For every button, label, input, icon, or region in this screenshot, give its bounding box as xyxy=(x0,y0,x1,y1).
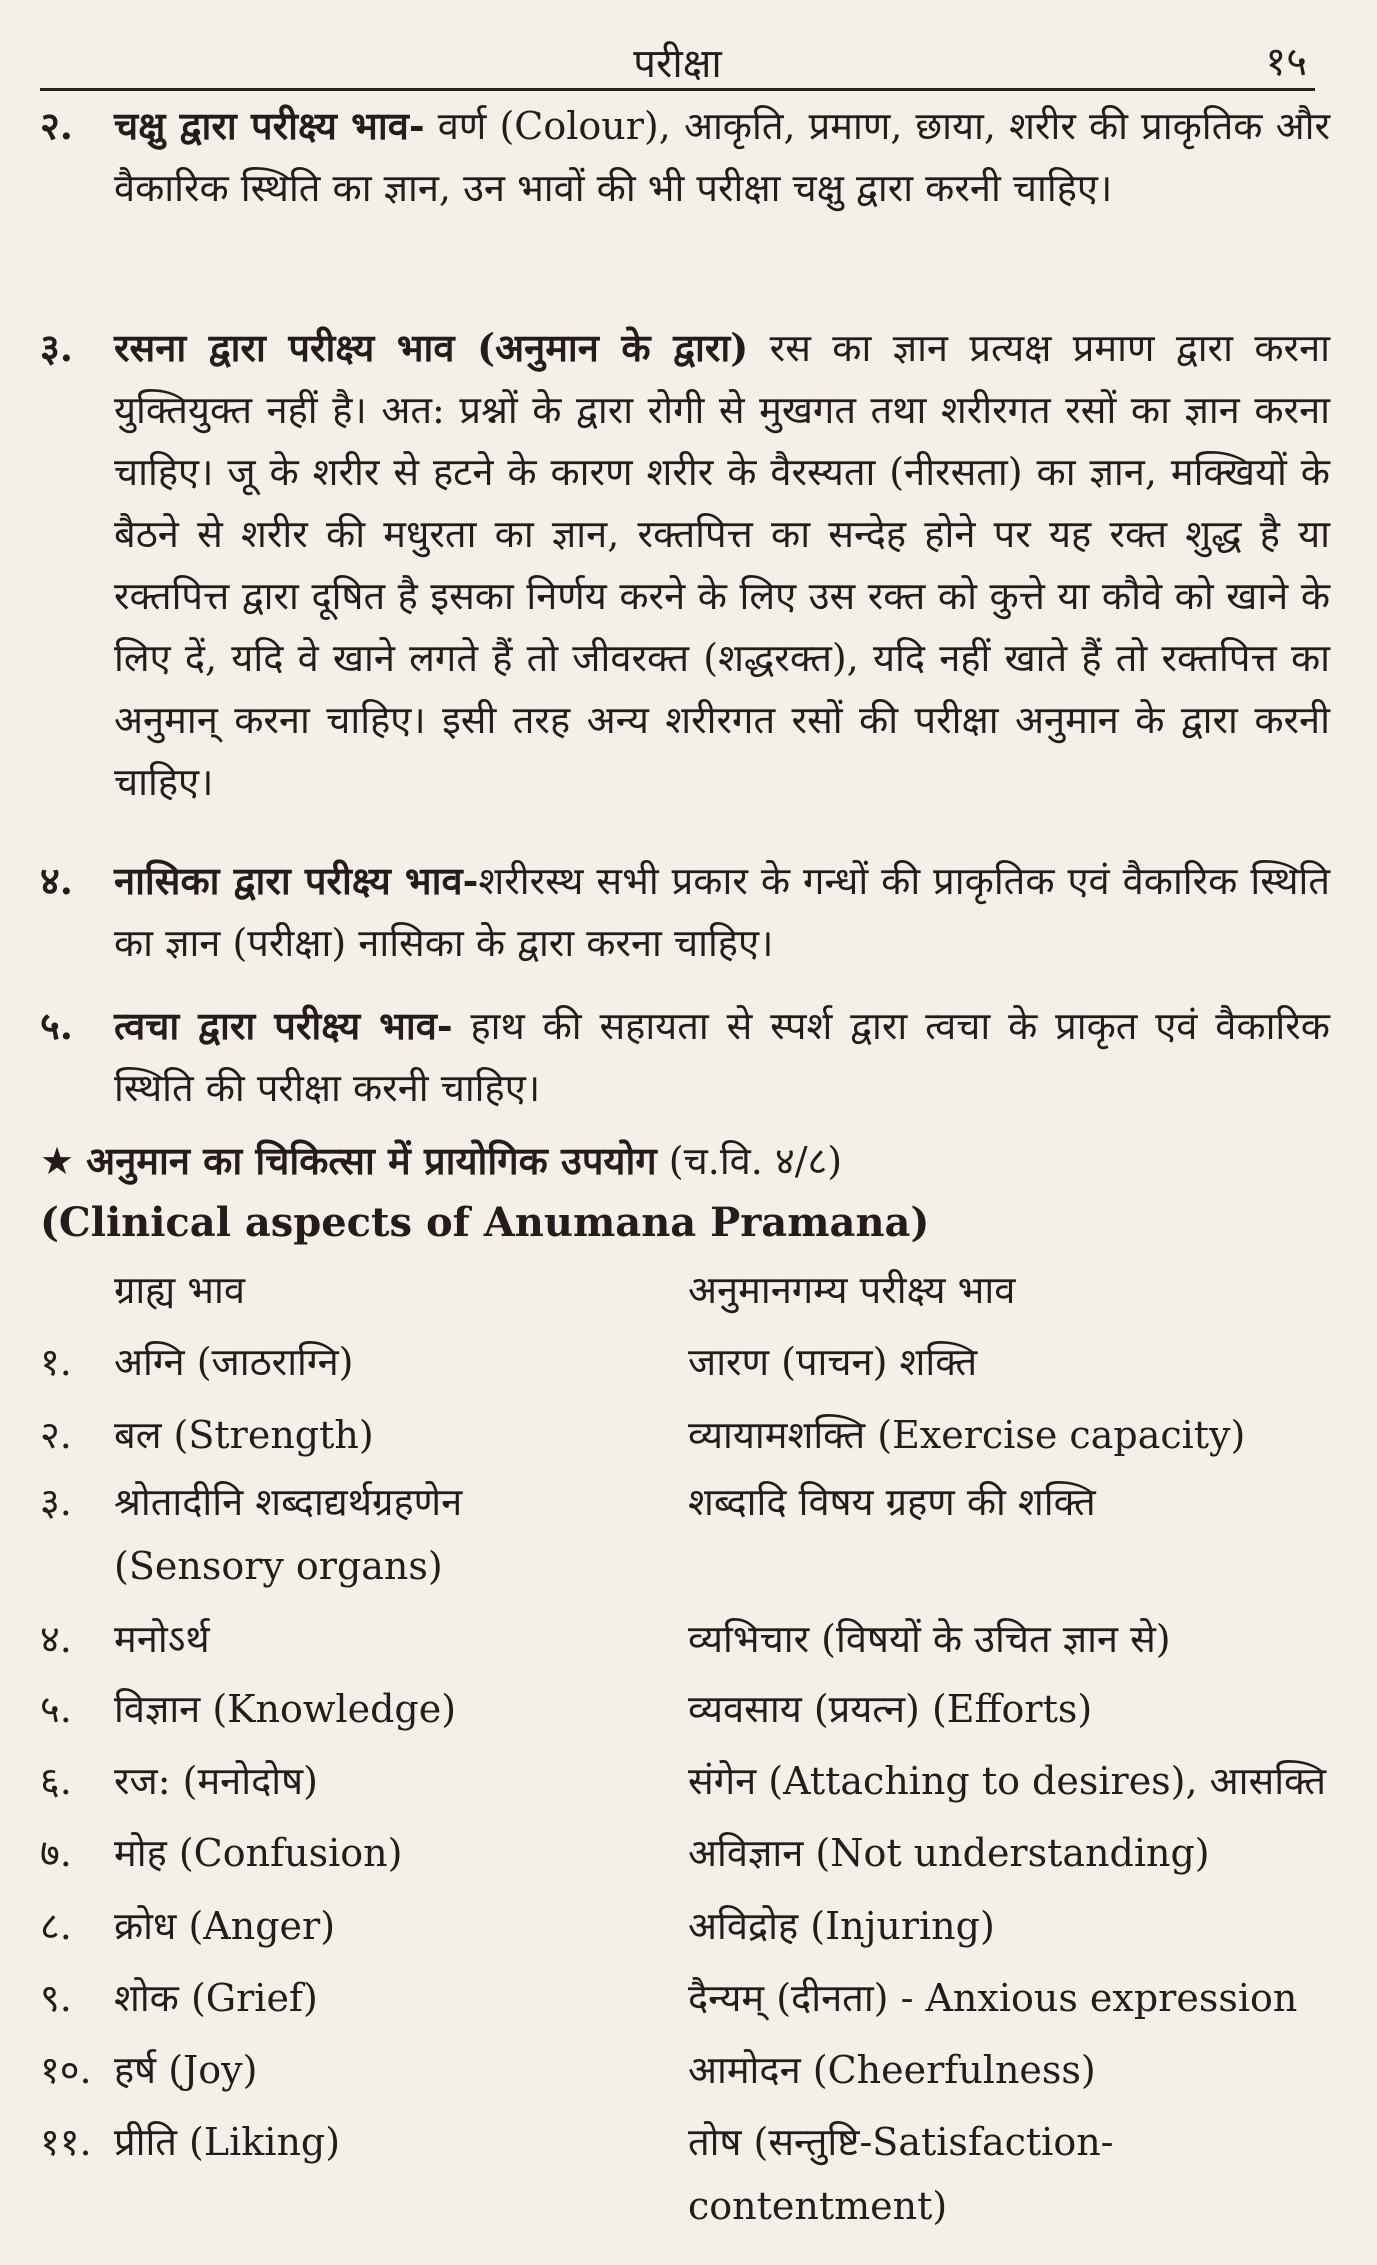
section-text: वर्ण (Colour), आकृति, प्रमाण, छाया, शरीर की प्राकृतिक और वैकारिक स्थिति का ज्ञान, उन भावों की भी परीक्षा चक्षु द्वारा करनी चाहिए। xyxy=(114,104,1330,210)
row-number: ४. xyxy=(40,1617,72,1661)
row-number: ६. xyxy=(40,1759,72,1803)
row-number: ७. xyxy=(40,1831,72,1875)
section-number: ५. xyxy=(40,1003,73,1048)
pariksya-bhava: व्यायामशक्ति (Exercise capacity) xyxy=(688,1413,1246,1457)
grahya-bhava: क्रोध (Anger) xyxy=(114,1904,336,1948)
section-number: २. xyxy=(40,103,73,148)
star-icon: ★ xyxy=(40,1139,75,1183)
pariksya-bhava: जारण (पाचन) शक्ति xyxy=(688,1340,978,1384)
grahya-bhava: मोह (Confusion) xyxy=(114,1831,403,1875)
section-heading: रसना द्वारा परीक्ष्य भाव (अनुमान के द्वारा) xyxy=(114,325,749,370)
section-2 xyxy=(40,95,1330,219)
row-number: ३. xyxy=(40,1480,72,1524)
row-number: १. xyxy=(40,1340,72,1384)
section-5 xyxy=(40,995,1330,1119)
section-3 xyxy=(40,317,1330,813)
section-number: ३. xyxy=(40,325,73,370)
grahya-bhava: अग्नि (जाठराग्नि) xyxy=(114,1340,354,1384)
grahya-bhava: हर्ष (Joy) xyxy=(114,2048,258,2092)
running-title: परीक्षा xyxy=(633,41,722,87)
anumana-reference: (च.वि. ४/८) xyxy=(656,1139,843,1183)
pariksya-bhava: व्यभिचार (विषयों के उचित ज्ञान से) xyxy=(688,1617,1171,1661)
grahya-bhava: मनोऽर्थ xyxy=(114,1617,210,1661)
section-body xyxy=(114,317,1330,813)
row-number: १०. xyxy=(40,2048,92,2092)
pariksya-bhava: संगेन (Attaching to desires), आसक्ति xyxy=(688,1759,1327,1803)
row-number: ५. xyxy=(40,1687,72,1731)
page-number: १५ xyxy=(1265,39,1307,85)
page-header xyxy=(40,28,1315,91)
pariksya-bhava: आमोदन (Cheerfulness) xyxy=(688,2048,1096,2092)
row-number: ९. xyxy=(40,1976,72,2020)
section-body xyxy=(114,850,1330,974)
row-number: ११. xyxy=(40,2120,92,2164)
section-4 xyxy=(40,850,1330,974)
pariksya-bhava: दैन्यम् (दीनता) - Anxious expression xyxy=(688,1976,1298,2020)
grahya-bhava: श्रोतादीनि शब्दाद्यर्थग्रहणेन (Sensory organs) xyxy=(114,1480,463,1588)
grahya-bhava: शोक (Grief) xyxy=(114,1976,318,2020)
section-body xyxy=(114,995,1330,1119)
section-heading: त्वचा द्वारा परीक्ष्य भाव- xyxy=(114,1003,453,1048)
row-number: २. xyxy=(40,1413,72,1457)
row-number: ८. xyxy=(40,1904,72,1948)
section-body xyxy=(114,95,1330,219)
pariksya-bhava: व्यवसाय (प्रयत्न) (Efforts) xyxy=(688,1687,1093,1731)
column-header-right: अनुमानगम्य परीक्ष्य भाव xyxy=(688,1268,1016,1312)
column-header-left: ग्राह्य भाव xyxy=(114,1268,245,1312)
pariksya-bhava: अविद्रोह (Injuring) xyxy=(688,1904,995,1948)
section-text: शरीरस्थ सभी प्रकार के गन्धों की प्राकृतिक एवं वैकारिक स्थिति का ज्ञान (परीक्षा) नासिका के द्वारा करना चाहिए। xyxy=(114,859,1330,965)
section-heading: चक्षु द्वारा परीक्ष्य भाव- xyxy=(114,103,425,148)
anumana-english-heading: (Clinical aspects of Anumana Pramana) xyxy=(40,1199,930,1246)
grahya-bhava: विज्ञान (Knowledge) xyxy=(114,1687,457,1731)
grahya-bhava: बल (Strength) xyxy=(114,1413,374,1457)
pariksya-bhava: अविज्ञान (Not understanding) xyxy=(688,1831,1210,1875)
pariksya-bhava: तोष (सन्तुष्टि-Satisfaction-contentment) xyxy=(688,2120,1114,2228)
anumana-heading xyxy=(40,1133,842,1189)
anumana-title: अनुमान का चिकित्सा में प्रायोगिक उपयोग xyxy=(86,1138,657,1183)
section-text: रस का ज्ञान प्रत्यक्ष प्रमाण द्वारा करना युक्तियुक्त नहीं है। अत: प्रश्नों के द्वारा रोगी से मुखगत तथा शरीरगत रसों का ज्ञान करना चाहिए। जू के शरीर से हटने के कारण शरीर के वैरस्यता (नीरसता) का ज्ञान, मक्खियों के बैठने से शरीर की मधुरता का ज्ञान, रक्तपित्त का सन्देह होने पर यह रक्त शुद्ध है या रक्तपित्त द्वारा दूषित है इसका निर्णय करने के लिए उस रक्त को कुत्ते या कौवे को खाने के लिए दें, यदि वे खाने लगते हैं तो जीवरक्त (शद्धरक्त), यदि नहीं खाते हैं तो रक्तपित्त का अनुमान् करना चाहिए। इसी तरह अन्य शरीरगत रसों की परीक्षा अनुमान के द्वारा करनी चाहिए। xyxy=(114,326,1330,804)
grahya-bhava: प्रीति (Liking) xyxy=(114,2120,341,2164)
grahya-bhava: रज: (मनोदोष) xyxy=(114,1759,318,1803)
pariksya-bhava: शब्दादि विषय ग्रहण की शक्ति xyxy=(688,1480,1096,1524)
section-text: हाथ की सहायता से स्पर्श द्वारा त्वचा के प्राकृत एवं वैकारिक स्थिति की परीक्षा करनी चाहिए। xyxy=(114,1004,1330,1110)
section-heading: नासिका द्वारा परीक्ष्य भाव- xyxy=(114,858,479,903)
section-number: ४. xyxy=(40,858,73,903)
